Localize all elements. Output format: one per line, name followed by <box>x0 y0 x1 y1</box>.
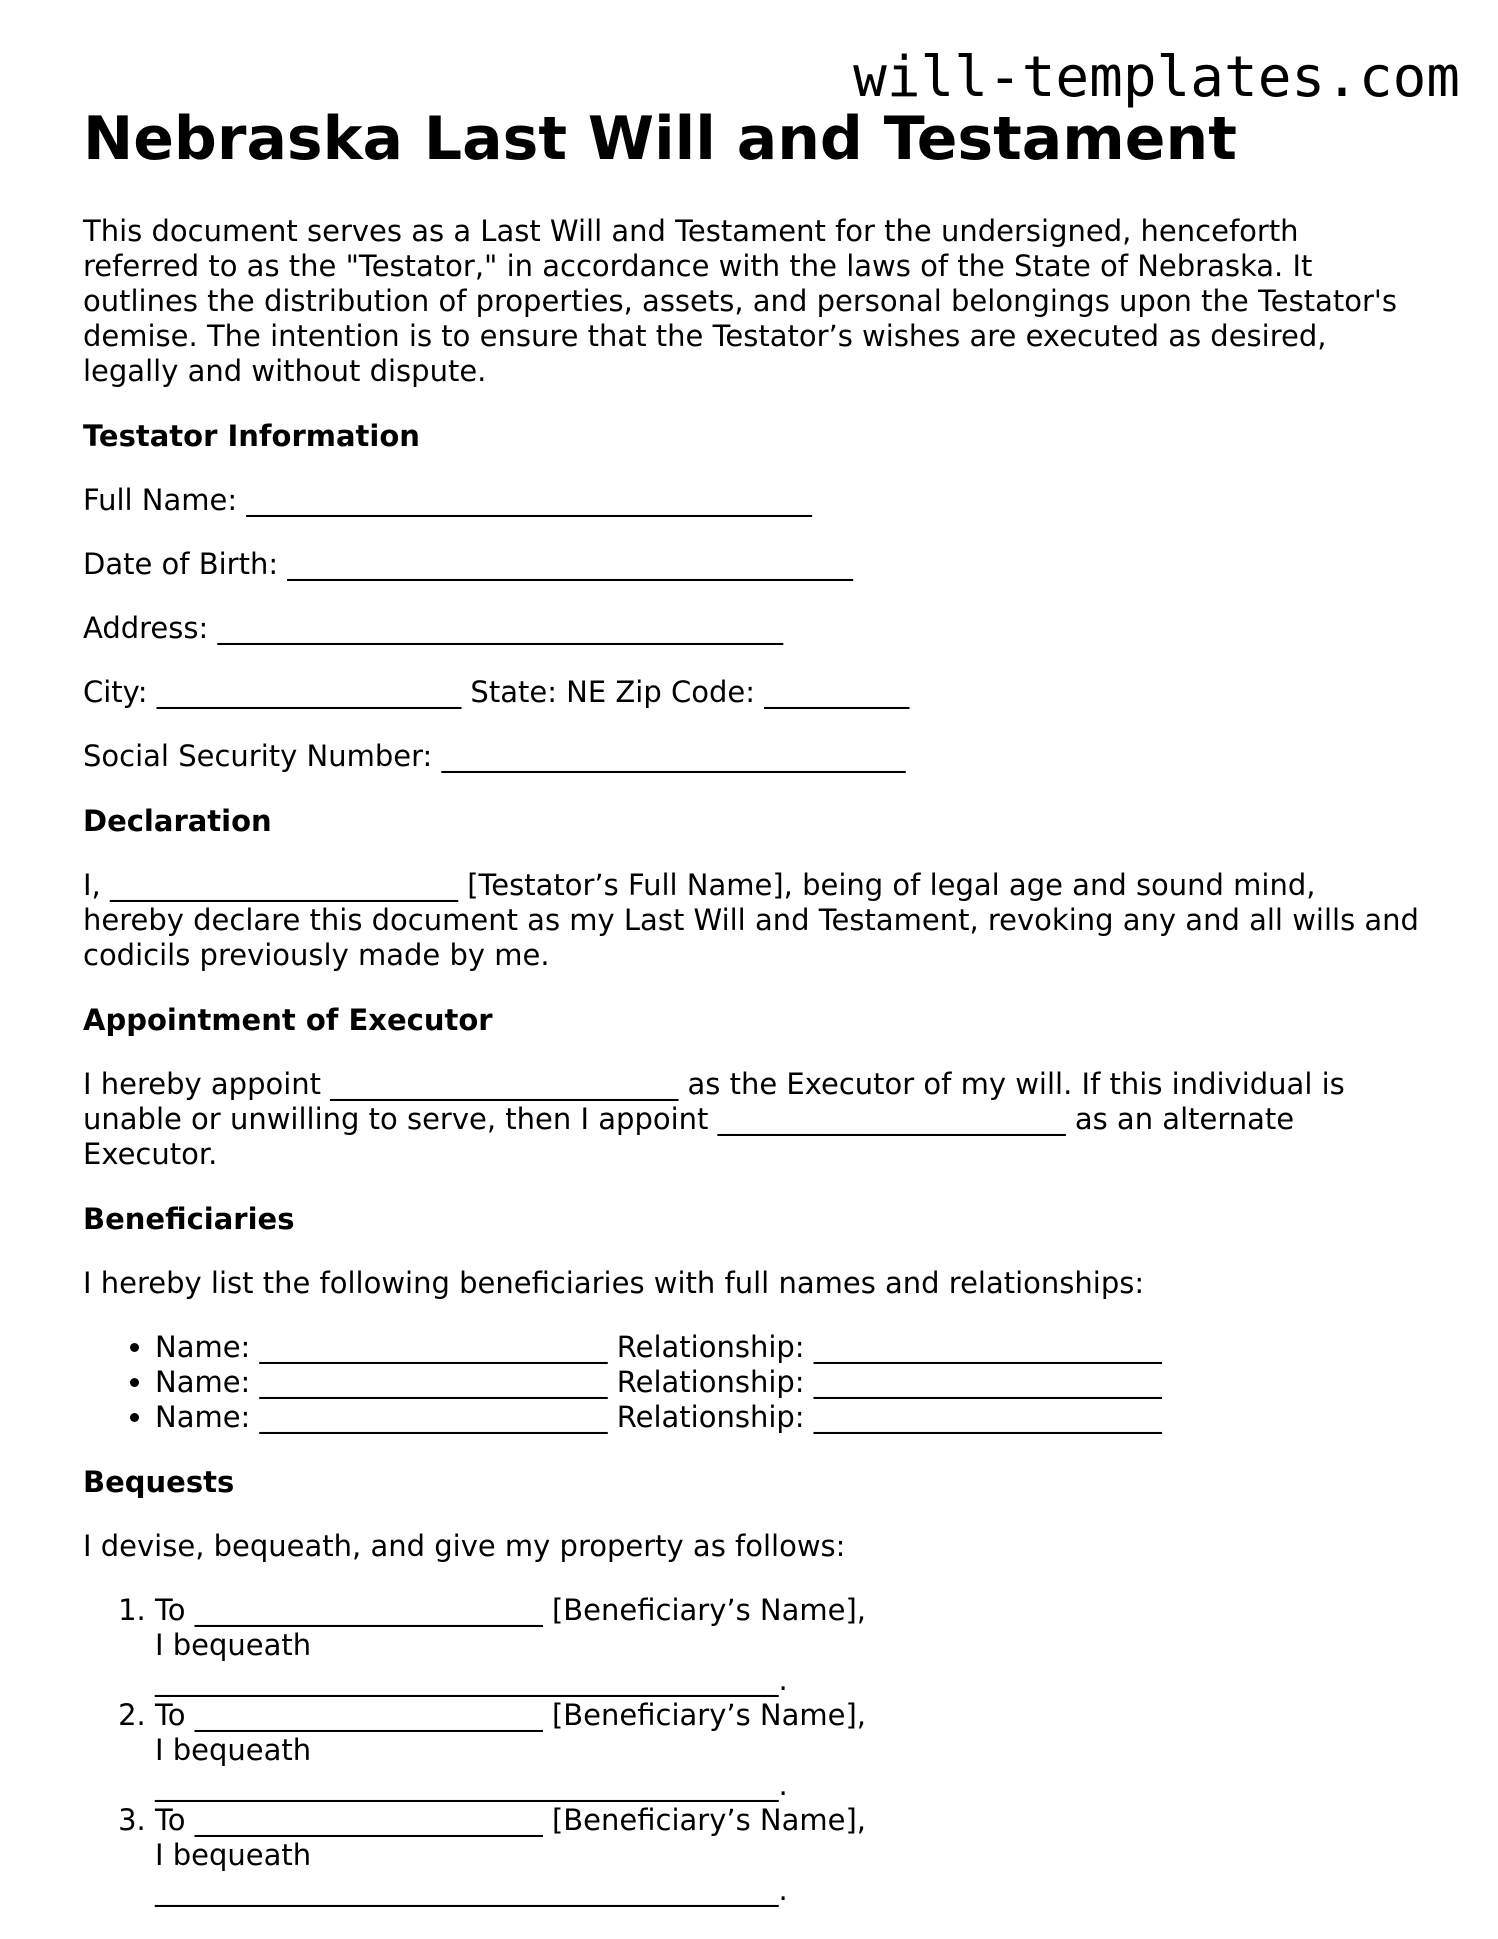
bequests-intro: I devise, bequeath, and give my property as follows: <box>83 1529 846 1563</box>
bequests-heading: Bequests <box>83 1465 235 1499</box>
beneficiary-item[interactable]: • Name: ________________________ Relationship: ________________________ <box>155 1400 1423 1435</box>
executor-text[interactable]: I hereby appoint ________________________ as the Executor of my will. If this individual is unable or unwilling to serve, then I appoint ________________________ as an alternate Executor. <box>83 1067 1345 1171</box>
bequest-item[interactable]: 3. To ________________________ [Beneficiary’s Name], I bequeath ___________________________________________. <box>155 1803 875 1908</box>
address-field[interactable]: Address: _______________________________________ <box>83 611 783 645</box>
executor-heading: Appointment of Executor <box>83 1003 493 1037</box>
beneficiaries-heading: Beneficiaries <box>83 1202 295 1236</box>
beneficiaries-list <box>83 1330 1423 1435</box>
beneficiaries-intro: I hereby list the following beneficiaries with full names and relationships: <box>83 1266 1145 1300</box>
ssn-field[interactable]: Social Security Number: ________________________________ <box>83 739 906 773</box>
bequests-list <box>83 1593 1423 1908</box>
intro-paragraph: This document serves as a Last Will and Testament for the undersigned, henceforth referred to as the "Testator," in accordance with the laws of the State of Nebraska. It outlines the distribution of properties, assets, and personal belongings upon the Testator's demise. The intention is to ensure that the Testator’s wishes are executed as desired, legally and without dispute. <box>83 214 1397 388</box>
document-page <box>83 104 1423 1908</box>
site-watermark: will-templates.com <box>853 45 1460 110</box>
declaration-text[interactable]: I, ________________________ [Testator’s Full Name], being of legal age and sound mind, hereby declare this document as my Last Will and Testament, revoking any and all wills and codicils previously made by me. <box>83 868 1419 972</box>
date-of-birth-field[interactable]: Date of Birth: _______________________________________ <box>83 547 853 581</box>
testator-info-heading: Testator Information <box>83 419 420 453</box>
bequest-item[interactable]: 1. To ________________________ [Beneficiary’s Name], I bequeath ___________________________________________. <box>155 1593 875 1698</box>
bequest-item[interactable]: 2. To ________________________ [Beneficiary’s Name], I bequeath ___________________________________________. <box>155 1698 875 1803</box>
declaration-heading: Declaration <box>83 804 272 838</box>
city-state-zip-field[interactable]: City: _____________________ State: NE Zip Code: __________ <box>83 675 910 709</box>
beneficiary-item[interactable]: • Name: ________________________ Relationship: ________________________ <box>155 1330 1423 1365</box>
beneficiary-item[interactable]: • Name: ________________________ Relationship: ________________________ <box>155 1365 1423 1400</box>
page-title: Nebraska Last Will and Testament <box>83 104 1237 174</box>
full-name-field[interactable]: Full Name: _______________________________________ <box>83 483 812 517</box>
